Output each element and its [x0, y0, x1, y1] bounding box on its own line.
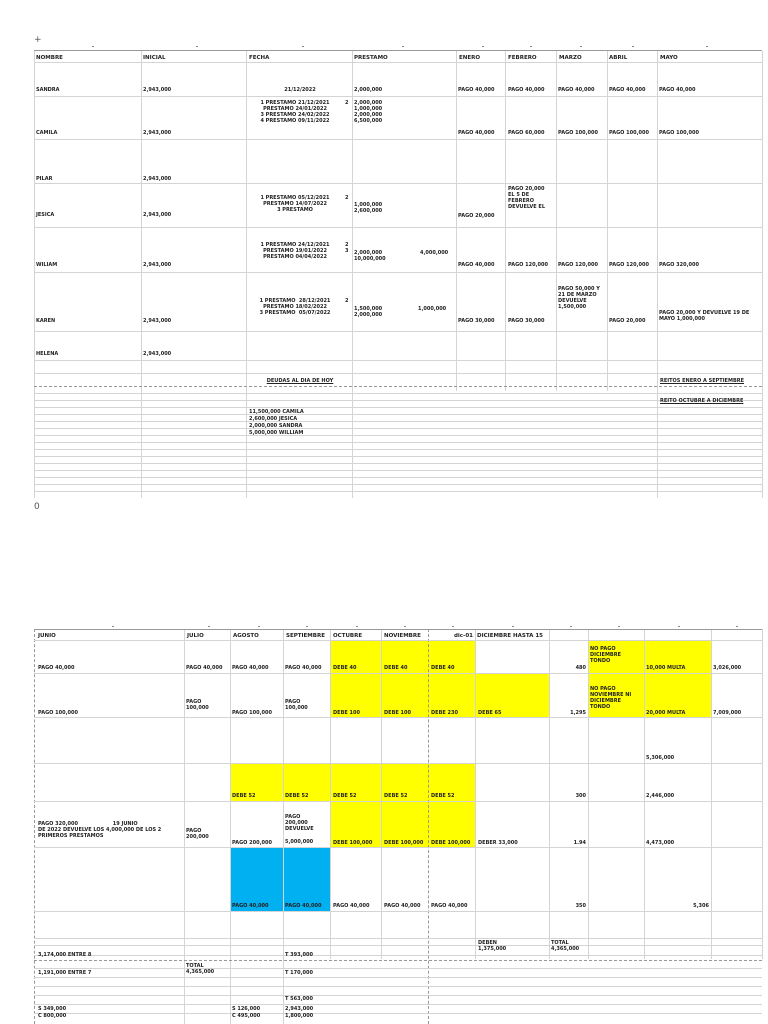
summary-c800: C 800,000: [38, 1013, 67, 1019]
column-marker: [482, 46, 484, 47]
grid-line: [34, 763, 762, 764]
summary-deben-label: DEBEN: [478, 940, 497, 946]
grid-line: [475, 629, 476, 959]
header-nombre: NOMBRE: [36, 55, 63, 61]
total-cell: 3,026,000: [713, 665, 742, 671]
marzo-cell: PAGO 100,000: [558, 130, 598, 136]
sheet-page-2: [0, 600, 768, 1024]
grid-line: [34, 435, 762, 436]
column-marker: [632, 46, 634, 47]
column-marker: [112, 626, 114, 627]
note-cell: TONDO: [590, 704, 611, 710]
grid-line: [34, 463, 762, 464]
febrero-cell: PAGO 30,000: [508, 318, 545, 324]
column-marker: [618, 626, 620, 627]
column-marker: [402, 46, 404, 47]
multa-cell: 5,306,000: [646, 755, 675, 761]
name-cell: KAREN: [36, 318, 56, 324]
prestamo-extra: 1,000,000: [418, 306, 447, 312]
grid-line: [34, 442, 762, 443]
grid-line: [246, 51, 247, 498]
dic01-cell: DEBE 230: [431, 710, 458, 716]
grid-line: [657, 51, 658, 498]
note-cell: NOVIEMBRE NI: [590, 692, 632, 698]
grid-line: [34, 960, 762, 961]
days-cell: 1,295: [570, 710, 586, 716]
sept-cell: 5,000,000: [285, 839, 314, 845]
agosto-cell: DEBE 52: [232, 793, 256, 799]
grid-line: [762, 629, 763, 959]
prestamo-cell: 2,600,000: [354, 208, 383, 214]
fecha-cell: 3 PRESTAMO: [277, 207, 313, 213]
summary-total-label: TOTAL: [551, 940, 569, 946]
column-marker: [570, 626, 572, 627]
note-cell: DICIEMBRE: [590, 652, 622, 658]
marzo-cell: PAGO 50,000 Y: [558, 286, 600, 292]
agosto-cell: PAGO 200,000: [232, 840, 272, 846]
prestamo-cell: 6,500,000: [354, 118, 383, 124]
grid-line: [230, 629, 231, 1024]
header-enero: ENERO: [459, 55, 481, 61]
sept-cell: PAGO: [285, 814, 301, 820]
prestamo-cell: 2,000,000: [354, 250, 383, 256]
header-dic-01: dic-01: [453, 633, 473, 639]
julio-cell: PAGO: [186, 699, 202, 705]
grid-line: [34, 227, 762, 228]
header-julio: JULIO: [187, 633, 204, 639]
header-diciembre-15: DICIEMBRE HASTA 15: [477, 633, 543, 639]
fecha-cell: 1 PRESTAMO 24/12/2021: [260, 242, 330, 248]
dic01-cell: DEBE 40: [431, 665, 455, 671]
grid-line: [34, 360, 762, 361]
grid-line: [283, 629, 284, 1024]
enero-cell: PAGO 40,000: [458, 87, 495, 93]
grid-line: [34, 51, 35, 498]
header-octubre: OCTUBRE: [333, 633, 363, 639]
grid-line: [34, 640, 762, 641]
sept-cell: 100,000: [285, 705, 308, 711]
febrero-cell: PAGO 20,000: [508, 186, 545, 192]
header-mayo: MAYO: [660, 55, 678, 61]
agosto-cell: PAGO 40,000: [232, 903, 269, 909]
inicial-cell: 2,943,000: [143, 212, 172, 218]
grid-line: [34, 449, 762, 450]
name-cell: CAMILA: [36, 130, 58, 136]
grid-line: [34, 62, 762, 63]
loan-flag: 2: [345, 195, 349, 201]
fecha-cell: PRESTAMO 04/04/2022: [263, 254, 327, 260]
febrero-cell: PAGO 40,000: [508, 87, 545, 93]
multa-cell: 10,000 MULTA: [646, 665, 686, 671]
oct-cell: DEBE 52: [333, 793, 357, 799]
deudas-label: DEUDAS AL DIA DE HOY: [266, 378, 334, 384]
loan-flag: 3: [345, 248, 349, 254]
inicial-cell: 2,943,000: [143, 262, 172, 268]
grid-line: [762, 51, 763, 498]
grid-line: [34, 1013, 762, 1014]
grid-line: [34, 717, 762, 718]
junio-cell: PRIMEROS PRESTAMOS: [38, 833, 104, 839]
enero-cell: PAGO 20,000: [458, 213, 495, 219]
name-cell: JESICA: [36, 212, 55, 218]
grid-line: [34, 938, 762, 939]
column-marker: [706, 46, 708, 47]
header-septiembre: SEPTIEMBRE: [286, 633, 325, 639]
deuda-item: 5,000,000 WILLIAM: [249, 430, 304, 436]
name-cell: WILIAM: [36, 262, 58, 268]
column-marker: [208, 626, 210, 627]
loan-flag: 2: [345, 298, 349, 304]
junio-cell: PAGO 100,000: [38, 710, 78, 716]
header-agosto: AGOSTO: [233, 633, 259, 639]
header-abril: ABRIL: [609, 55, 628, 61]
summary-entre7: 1,191,000 ENTRE 7: [38, 970, 92, 976]
abril-cell: PAGO 100,000: [609, 130, 649, 136]
sept-cell: PAGO 40,000: [285, 903, 322, 909]
grid-line: [34, 386, 762, 387]
grid-line: [505, 51, 506, 391]
page-corner-marker: +: [34, 35, 42, 45]
grid-line: [34, 139, 762, 140]
inicial-cell: 2,943,000: [143, 87, 172, 93]
rent-note: REITOS ENERO A SEPTIEMBRE: [660, 378, 745, 384]
marzo-cell: PAGO 120,000: [558, 262, 598, 268]
summary-1800: 1,800,000: [285, 1013, 314, 1019]
grid-line: [141, 51, 142, 498]
grid-line: [34, 945, 762, 946]
grid-line: [34, 955, 762, 956]
sept-cell: PAGO: [285, 699, 301, 705]
grid-line: [34, 911, 762, 912]
summary-total-value: 4,365,000: [551, 946, 580, 952]
prestamo-cell: 1,000,000: [354, 106, 383, 112]
grid-line: [34, 995, 762, 996]
days-cell: 300: [575, 793, 586, 799]
oct-cell: PAGO 40,000: [333, 903, 370, 909]
abril-cell: PAGO 20,000: [609, 318, 646, 324]
column-marker: [512, 626, 514, 627]
grid-line: [34, 986, 762, 987]
febrero-cell: PAGO 60,000: [508, 130, 545, 136]
marzo-cell: 1,500,000: [558, 304, 587, 310]
prestamo-extra: 4,000,000: [420, 250, 449, 256]
grid-line: [711, 629, 712, 959]
mayo-cell: PAGO 100,000: [659, 130, 699, 136]
grid-line: [34, 1004, 762, 1005]
header-marzo: MARZO: [559, 55, 582, 61]
deuda-item: 11,500,000 CAMILA: [249, 409, 304, 415]
days-cell: 480: [575, 665, 586, 671]
grid-line: [34, 393, 762, 394]
grid-line: [34, 491, 762, 492]
febrero-cell: EL 5 DE: [508, 192, 530, 198]
grid-line: [428, 629, 429, 1024]
grid-line: [607, 51, 608, 391]
highlight-cell: [230, 847, 330, 911]
grid-line: [34, 331, 762, 332]
sept-cell: DEVUELVE: [285, 826, 314, 832]
fecha-cell: 3 PRESTAMO 05/07/2022: [259, 310, 331, 316]
header-noviembre: NOVIEMBRE: [384, 633, 421, 639]
abril-cell: PAGO 40,000: [609, 87, 646, 93]
inicial-cell: 2,943,000: [143, 130, 172, 136]
summary-c495: C 495,000: [232, 1013, 261, 1019]
nov-cell: DEBE 40: [384, 665, 408, 671]
column-marker: [736, 626, 738, 627]
summary-total-value: 4,365,000: [186, 969, 215, 975]
header-prestamo: PRESTAMO: [354, 55, 388, 61]
summary-t170: T 170,000: [285, 970, 313, 976]
enero-cell: PAGO 40,000: [458, 262, 495, 268]
grid-line: [34, 629, 762, 630]
grid-line: [34, 847, 762, 848]
column-marker: [92, 46, 94, 47]
inicial-cell: 2,943,000: [143, 351, 172, 357]
prestamo-cell: 10,000,000: [354, 256, 386, 262]
mayo-cell: MAYO 1,000,000: [659, 316, 705, 322]
grid-line: [34, 414, 762, 415]
prestamo-cell: 1,500,000: [354, 306, 383, 312]
inicial-cell: 2,943,000: [143, 176, 172, 182]
summary-t393: T 393,000: [285, 952, 313, 958]
prestamo-cell: 2,000,000: [354, 312, 383, 318]
sept-cell: DEBE 52: [285, 793, 309, 799]
dic01-cell: PAGO 40,000: [431, 903, 468, 909]
loan-flag: 2: [345, 242, 349, 248]
summary-2943: 2,943,000: [285, 1006, 314, 1012]
grid-line: [34, 400, 762, 401]
grid-line: [34, 272, 762, 273]
marzo-cell: 21 DE MARZO: [558, 292, 597, 298]
column-marker: [302, 46, 304, 47]
summary-s126: S 126,000: [232, 1006, 261, 1012]
febrero-cell: PAGO 120,000: [508, 262, 548, 268]
grid-line: [556, 51, 557, 391]
loan-flag: 2: [345, 100, 349, 106]
marzo-cell: PAGO 40,000: [558, 87, 595, 93]
multa-cell: 4,473,000: [646, 840, 675, 846]
fecha-cell: PRESTAMO 14/07/2022: [263, 201, 327, 207]
summary-total-label: TOTAL: [186, 963, 204, 969]
grid-line: [34, 477, 762, 478]
agosto-cell: PAGO 100,000: [232, 710, 272, 716]
julio-cell: 100,000: [186, 705, 209, 711]
prestamo-cell: 1,000,000: [354, 202, 383, 208]
deuda-item: 2,000,000 SANDRA: [249, 423, 303, 429]
grid-line: [34, 421, 762, 422]
grid-line: [34, 470, 762, 471]
summary-t563: T 563,000: [285, 996, 313, 1002]
note-cell: DICIEMBRE: [590, 698, 622, 704]
grid-line: [352, 51, 353, 498]
note-cell: NO PAGO: [590, 686, 616, 692]
nov-cell: PAGO 40,000: [384, 903, 421, 909]
julio-cell: PAGO 40,000: [186, 665, 223, 671]
days-cell: 1.94: [573, 840, 586, 846]
dic01-cell: DEBE 52: [431, 793, 455, 799]
fecha-cell: PRESTAMO 24/01/2022: [263, 106, 327, 112]
column-marker: [356, 626, 358, 627]
summary-entre8: 3,174,000 ENTRE 8: [38, 952, 92, 958]
fecha-cell: PRESTAMO 19/01/2022: [263, 248, 327, 254]
column-marker: [306, 626, 308, 627]
grid-line: [184, 629, 185, 1024]
abril-cell: PAGO 120,000: [609, 262, 649, 268]
julio-cell: 200,000: [186, 834, 209, 840]
column-marker: [196, 46, 198, 47]
note-cell: NO PAGO: [590, 646, 616, 652]
mayo-cell: PAGO 320,000: [659, 262, 699, 268]
febrero-cell: DEVUELVE EL: [508, 204, 546, 210]
summary-s349: S 349,000: [38, 1006, 67, 1012]
grid-line: [34, 629, 35, 1024]
prestamo-cell: 2,000,000: [354, 100, 383, 106]
fecha-cell: 4 PRESTAMO 09/11/2022: [260, 118, 330, 124]
page-corner-marker: 0: [34, 502, 40, 512]
grid-line: [34, 801, 762, 802]
marzo-cell: DEVUELVE: [558, 298, 587, 304]
grid-line: [34, 373, 762, 374]
agosto-cell: PAGO 40,000: [232, 665, 269, 671]
note-cell: TONDO: [590, 658, 611, 664]
grid-line: [456, 51, 457, 391]
deuda-item: 2,600,000 JESICA: [249, 416, 298, 422]
grid-line: [34, 183, 762, 184]
julio-cell: PAGO: [186, 828, 202, 834]
multa-cell: 2,446,000: [646, 793, 675, 799]
febrero-cell: FEBRERO: [508, 198, 535, 204]
grid-line: [34, 50, 762, 51]
sept-cell: PAGO 40,000: [285, 665, 322, 671]
dic15-cell: DEBE 65: [478, 710, 502, 716]
grid-line: [644, 629, 645, 959]
dic15-cell: DEBER 33,000: [478, 840, 518, 846]
grid-line: [330, 629, 331, 959]
grid-line: [34, 407, 762, 408]
enero-cell: PAGO 30,000: [458, 318, 495, 324]
oct-cell: DEBE 100: [333, 710, 360, 716]
column-marker: [452, 626, 454, 627]
junio-cell: PAGO 40,000: [38, 665, 75, 671]
grid-line: [34, 673, 762, 674]
column-marker: [530, 46, 532, 47]
name-cell: HELENA: [36, 351, 59, 357]
prestamo-cell: 2,000,000: [354, 112, 383, 118]
header-inicial: INICIAL: [143, 55, 166, 61]
grid-line: [34, 428, 762, 429]
dic01-cell: DEBE 100,000: [431, 840, 471, 846]
column-marker: [678, 626, 680, 627]
fecha-cell: 3 PRESTAMO 24/02/2022: [260, 112, 330, 118]
column-marker: [404, 626, 406, 627]
fecha-cell: 1 PRESTAMO 05/12/2021: [260, 195, 330, 201]
enero-cell: PAGO 40,000: [458, 130, 495, 136]
prestamo-cell: 2,000,000: [354, 87, 383, 93]
header-junio: JUNIO: [38, 633, 56, 639]
grid-line: [381, 629, 382, 959]
grid-line: [34, 456, 762, 457]
summary-deben-value: 1,375,000: [478, 946, 507, 952]
oct-cell: DEBE 40: [333, 665, 357, 671]
total-cell: 7,009,000: [713, 710, 742, 716]
name-cell: PILAR: [36, 176, 53, 182]
multa-cell: 5,306: [693, 903, 709, 909]
grid-line: [34, 484, 762, 485]
mayo-cell: PAGO 20,000 Y DEVUELVE 19 DE: [659, 310, 750, 316]
nov-cell: DEBE 52: [384, 793, 408, 799]
fecha-cell: 1 PRESTAMO 28/12/2021: [259, 298, 331, 304]
rent-note: REITO OCTUBRE A DICIEMBRE: [660, 398, 744, 404]
nov-cell: DEBE 100,000: [384, 840, 424, 846]
nov-cell: DEBE 100: [384, 710, 411, 716]
grid-line: [34, 96, 762, 97]
fecha-cell: 1 PRESTAMO 21/12/2021: [260, 100, 330, 106]
sept-cell: 200,000: [285, 820, 308, 826]
grid-line: [34, 968, 762, 969]
multa-cell: 20,000 MULTA: [646, 710, 686, 716]
header-febrero: FEBRERO: [508, 55, 537, 61]
column-marker: [258, 626, 260, 627]
fecha-cell: 21/12/2022: [284, 87, 316, 93]
grid-line: [34, 977, 762, 978]
column-marker: [580, 46, 582, 47]
inicial-cell: 2,943,000: [143, 318, 172, 324]
junio-cell: PAGO 320,000 19 JUNIO: [38, 821, 138, 827]
grid-line: [588, 629, 589, 959]
junio-cell: DE 2022 DEVUELVE LOS 4,000,000 DE LOS 2: [38, 827, 162, 833]
oct-cell: DEBE 100,000: [333, 840, 373, 846]
fecha-cell: PRESTAMO 18/02/2022: [263, 304, 327, 310]
name-cell: SANDRA: [36, 87, 60, 93]
mayo-cell: PAGO 40,000: [659, 87, 696, 93]
days-cell: 350: [575, 903, 586, 909]
header-fecha: FECHA: [249, 55, 270, 61]
